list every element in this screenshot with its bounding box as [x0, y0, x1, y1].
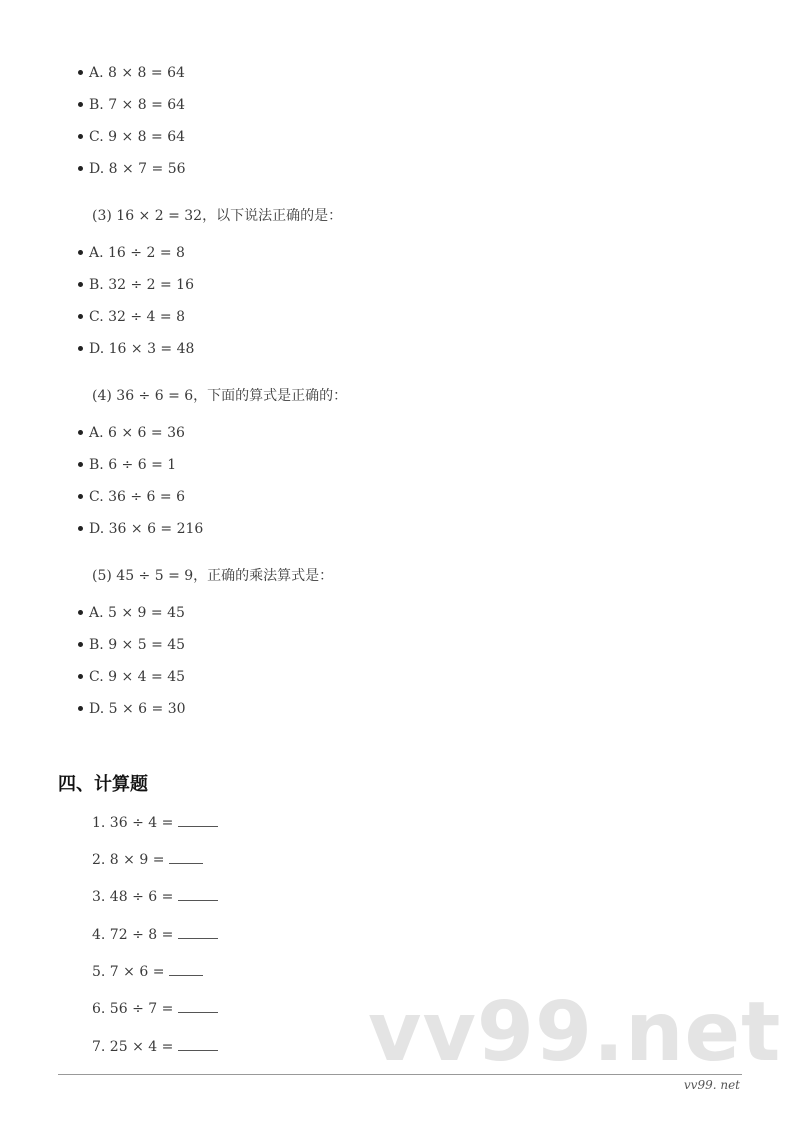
footer-site-name: vv99. net	[683, 1078, 740, 1092]
bullet-icon	[78, 494, 83, 499]
q3-option-a: A. 16 ÷ 2 = 8	[78, 243, 185, 263]
q2-option-a: A. 8 × 8 = 64	[78, 63, 185, 83]
section-title-calculation: 四、计算题	[58, 774, 148, 795]
q2-option-b: B. 7 × 8 = 64	[78, 95, 185, 115]
q5-option-d: D. 5 × 6 = 30	[78, 699, 186, 719]
answer-blank[interactable]	[178, 924, 218, 939]
answer-blank[interactable]	[178, 1036, 218, 1051]
answer-blank[interactable]	[178, 812, 218, 827]
bullet-icon	[78, 314, 83, 319]
bullet-icon	[78, 706, 83, 711]
q3-option-b: B. 32 ÷ 2 = 16	[78, 275, 194, 295]
calc-item-5: 5. 7 × 6 =	[92, 961, 203, 982]
answer-blank[interactable]	[169, 961, 203, 976]
q5-option-a: A. 5 × 9 = 45	[78, 603, 185, 623]
bullet-icon	[78, 462, 83, 467]
bullet-icon	[78, 250, 83, 255]
q3-option-c: C. 32 ÷ 4 = 8	[78, 307, 185, 327]
bullet-icon	[78, 70, 83, 75]
bullet-icon	[78, 526, 83, 531]
bullet-icon	[78, 674, 83, 679]
calc-item-1: 1. 36 ÷ 4 =	[92, 812, 218, 833]
q4-option-c: C. 36 ÷ 6 = 6	[78, 487, 185, 507]
q3-option-d: D. 16 × 3 = 48	[78, 339, 194, 359]
q5-option-c: C. 9 × 4 = 45	[78, 667, 185, 687]
q4-question: (4) 36 ÷ 6 = 6，下面的算式是正确的：	[92, 388, 348, 404]
calc-item-4: 4. 72 ÷ 8 =	[92, 924, 218, 945]
watermark: vv99.net	[368, 985, 782, 1080]
q2-option-c: C. 9 × 8 = 64	[78, 127, 185, 147]
q4-option-b: B. 6 ÷ 6 = 1	[78, 455, 176, 475]
footer-divider	[58, 1074, 742, 1075]
calc-item-3: 3. 48 ÷ 6 =	[92, 886, 218, 907]
answer-blank[interactable]	[178, 998, 218, 1013]
q2-option-d: D. 8 × 7 = 56	[78, 159, 186, 179]
answer-blank[interactable]	[178, 886, 218, 901]
bullet-icon	[78, 610, 83, 615]
q3-question: (3) 16 × 2 = 32，以下说法正确的是：	[92, 208, 343, 224]
bullet-icon	[78, 346, 83, 351]
q5-question: (5) 45 ÷ 5 = 9，正确的乘法算式是：	[92, 568, 334, 584]
q5-option-b: B. 9 × 5 = 45	[78, 635, 185, 655]
calc-item-2: 2. 8 × 9 =	[92, 849, 203, 870]
bullet-icon	[78, 642, 83, 647]
bullet-icon	[78, 102, 83, 107]
bullet-icon	[78, 430, 83, 435]
calc-item-7: 7. 25 × 4 =	[92, 1036, 218, 1057]
calc-item-6: 6. 56 ÷ 7 =	[92, 998, 218, 1019]
answer-blank[interactable]	[169, 849, 203, 864]
q4-option-d: D. 36 × 6 = 216	[78, 519, 203, 539]
bullet-icon	[78, 134, 83, 139]
bullet-icon	[78, 166, 83, 171]
q4-option-a: A. 6 × 6 = 36	[78, 423, 185, 443]
bullet-icon	[78, 282, 83, 287]
